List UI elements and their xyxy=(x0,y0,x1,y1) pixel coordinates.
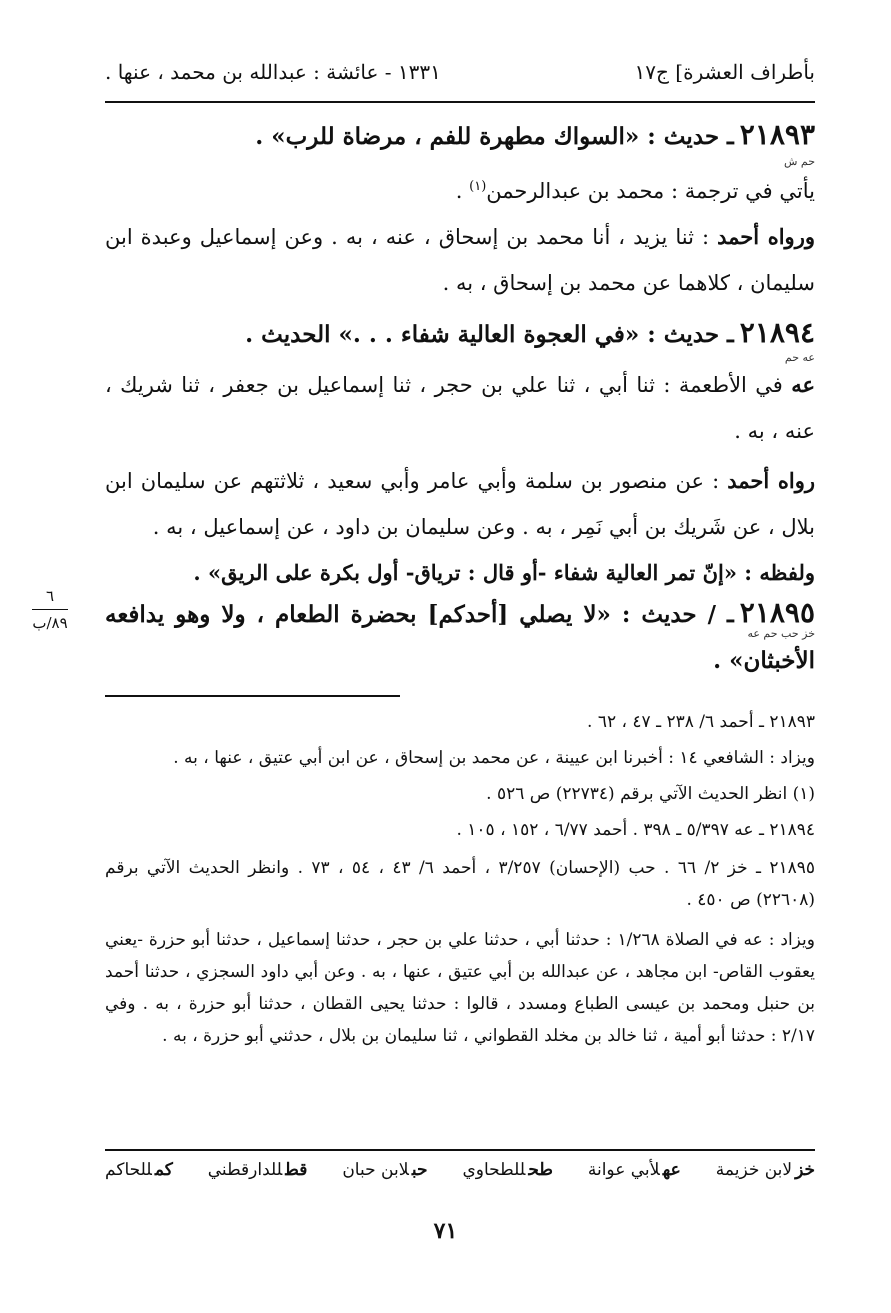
footnote-rule xyxy=(105,695,400,697)
legend-abbr: خز xyxy=(795,1160,815,1180)
narrator-lead: ورواه أحمد xyxy=(717,224,815,249)
punctuation: . xyxy=(455,179,470,203)
legend-text: للدارقطني xyxy=(207,1160,283,1180)
source-symbols: حم ش xyxy=(783,155,815,168)
abbreviation-legend xyxy=(105,1160,815,1190)
hadith-heading xyxy=(105,112,815,160)
source-symbols: عه حم xyxy=(784,351,815,364)
hadith-title: ـ حديث : «في العجوة العالية شفاء . . .» الحديث . xyxy=(245,321,734,348)
apparatus-entry: ٢١٨٩٥ ـ خز ٢/ ٦٦ . حب (الإحسان) ٣/٢٥٧ ، أحمد ٦/ ٤٣ ، ٥٤ ، ٧٣ . وانظر الحديث الآتي برقم (٢٢٦٠٨) ص ٤٥٠ . xyxy=(105,858,815,910)
legend-abbr: عه xyxy=(662,1160,681,1180)
header-rule xyxy=(105,101,815,103)
legend-item xyxy=(342,1160,427,1190)
hadith-line xyxy=(105,164,815,214)
legend-text: لابن خزيمة xyxy=(715,1160,793,1180)
legend-text: لأبي عوانة xyxy=(587,1160,660,1180)
apparatus-entry: ويزاد : عه في الصلاة ١/٢٦٨ : حدثنا أبي ، حدثنا علي بن حجر ، حدثنا إسماعيل ، حدثنا أبو حزرة -يعني يعقوب القاص- ابن مجاهد ، عن عبدالله بن أبي عتيق ، عنها ، به . وعن أبي داود السجزي ، حدثنا أحمد بن حنبل ومحمد بن عيسى الطباع ومسدد ، قالوا : حدثنا يحيى القطان ، حدثنا أبو حزرة ، به . وفي ٢/١٧ : حدثنا أبو أمية ، ثنا خالد بن مخلد القطواني ، ثنا سليمان بن بلال ، حدثني أبو حزرة ، به . xyxy=(105,930,815,1046)
hadith-title: ـ حديث : «السواك مطهرة للفم ، مرضاة للرب» . xyxy=(255,123,734,150)
cross-reference: يأتي في ترجمة : محمد بن عبدالرحمن xyxy=(486,179,815,203)
folio-marker xyxy=(28,585,72,634)
source-abbr: عه xyxy=(791,372,815,397)
header-chapter: ١٣٣١ - عائشة : عبدالله بن محمد ، عنها . xyxy=(105,60,441,84)
legend-item xyxy=(716,1160,815,1190)
hadith-number: ٢١٨٩٥ xyxy=(739,596,815,629)
narrator-lead: رواه أحمد xyxy=(727,468,815,493)
hadith-title: ـ / حديث : «لا يصلي [أحدكم] بحضرة الطعام ، ولا وهو يدافعه الأخبثان» . xyxy=(105,601,815,674)
legend-item xyxy=(462,1160,552,1190)
legend-abbr: حب xyxy=(411,1160,428,1180)
hadith-21895 xyxy=(105,590,815,684)
hadith-21893 xyxy=(105,112,815,306)
legend-abbr: طح xyxy=(528,1160,553,1180)
apparatus-entry: ٢١٨٩٣ ـ أحمد ٦/ ٢٣٨ ـ ٤٧ ، ٦٢ . xyxy=(587,712,815,732)
page-number: ٧١ xyxy=(433,1218,458,1244)
legend-text: للطحاوي xyxy=(462,1160,526,1180)
legend-item xyxy=(105,1160,173,1190)
hadith-21894 xyxy=(105,310,815,596)
running-header xyxy=(105,52,815,92)
hadith-paragraph xyxy=(105,214,815,306)
source-symbols: خز حب حم عه xyxy=(747,627,815,640)
legend-rule xyxy=(105,1149,815,1151)
legend-text: للحاكم xyxy=(105,1160,152,1180)
hadith-number: ٢١٨٩٤ xyxy=(739,316,815,349)
hadith-wording: ولفظه : «إنّ تمر العالية شفاء -أو قال : ترياق- أول بكرة على الريق» . xyxy=(193,560,815,585)
apparatus xyxy=(105,708,815,1052)
paragraph-text: : ثنا يزيد ، أنا محمد بن إسحاق ، عنه ، به . وعن إسماعيل وعبدة ابن سليمان ، كلاهما عن محمد بن إسحاق ، به . xyxy=(105,225,815,295)
hadith-heading xyxy=(105,310,815,358)
legend-text: لابن حبان xyxy=(342,1160,409,1180)
folio-divider xyxy=(32,609,68,610)
header-book-title: بأطراف العشرة] ج١٧ xyxy=(634,60,815,84)
footnote-marker: (١) xyxy=(469,179,487,194)
paragraph-text: : عن منصور بن سلمة وأبي عامر وأبي سعيد ، ثلاثتهم عن سليمان ابن بلال ، عن شَريك بن أبي نَمِر ، به . وعن سليمان بن داود ، عن إسماعيل ، به . xyxy=(105,469,815,539)
legend-item xyxy=(588,1160,681,1190)
hadith-number: ٢١٨٩٣ xyxy=(739,118,815,151)
hadith-paragraph xyxy=(105,458,815,550)
folio-bottom: ٨٩/ب xyxy=(32,614,68,632)
hadith-heading xyxy=(105,590,815,684)
hadith-paragraph xyxy=(105,362,815,454)
apparatus-entry: ٢١٨٩٤ ـ عه ٥/٣٩٧ ـ ٣٩٨ . أحمد ٦/٧٧ ، ١٥٢ ، ١٠٥ . xyxy=(456,820,815,840)
paragraph-text: في الأطعمة : ثنا أبي ، ثنا علي بن حجر ، ثنا إسماعيل بن جعفر ، ثنا شريك ، عنه ، به . xyxy=(105,373,815,443)
footnote: (١) انظر الحديث الآتي برقم (٢٢٧٣٤) ص ٥٢٦ . xyxy=(486,784,815,804)
legend-item xyxy=(208,1160,308,1190)
folio-top: ٦ xyxy=(45,587,55,605)
apparatus-entry: ويزاد : الشافعي ١٤ : أخبرنا ابن عيينة ، عن محمد بن إسحاق ، عن ابن أبي عتيق ، عنها ، به . xyxy=(173,748,815,768)
legend-abbr: كم xyxy=(154,1160,173,1180)
legend-abbr: قط xyxy=(285,1160,308,1180)
